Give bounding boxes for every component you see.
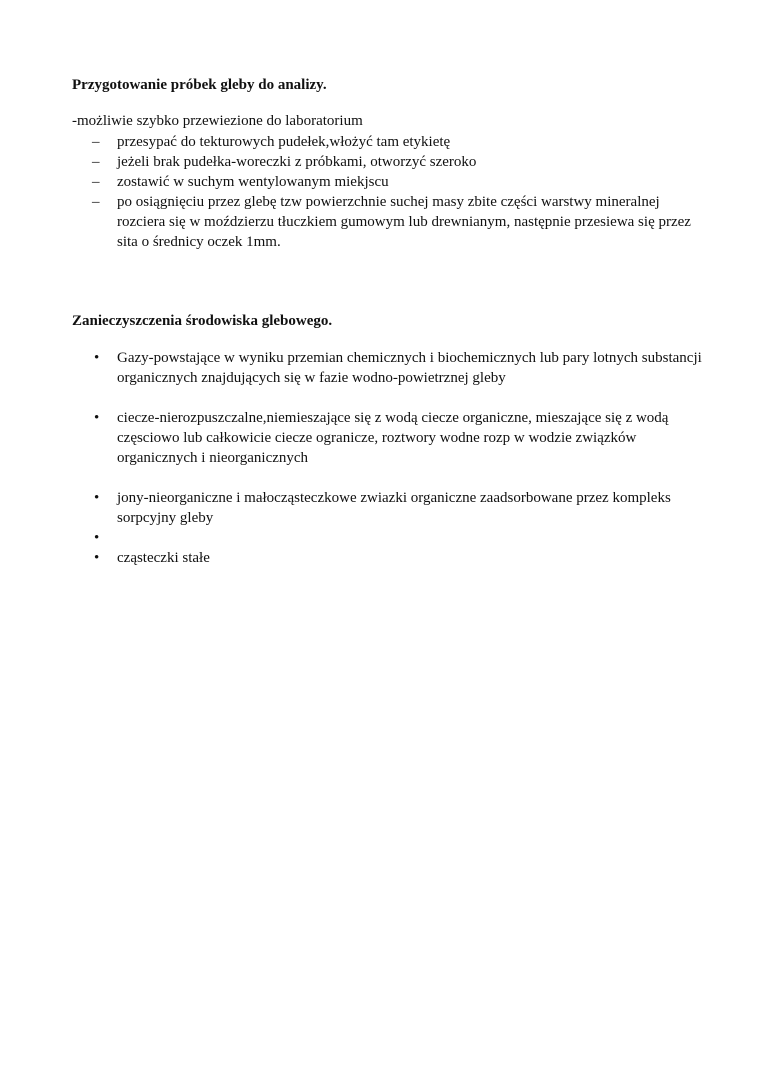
section-2-heading: Zanieczyszczenia środowiska glebowego.: [72, 313, 333, 329]
list-item: [92, 172, 692, 192]
list-item: [92, 152, 692, 172]
section-1-heading: Przygotowanie próbek gleby do analizy.: [72, 77, 327, 93]
dash-marker: –: [92, 134, 100, 150]
list-item-text: przesypać do tekturowych pudełek,włożyć tam etykietę: [117, 134, 451, 150]
list-item: [92, 548, 712, 568]
list-item: [92, 348, 712, 388]
pollutants-list: [92, 348, 712, 568]
list-item: [92, 488, 712, 528]
list-item: [92, 408, 712, 468]
bullet-marker: •: [94, 410, 100, 426]
bullet-marker: •: [94, 490, 100, 506]
list-item: [92, 192, 692, 252]
list-item: [92, 132, 692, 152]
preparation-steps-list: [92, 132, 692, 252]
list-item-text: ciecze-nierozpuszczalne,niemieszające się z wodą ciecze organiczne, mieszające się z wodą częsciowo lub całkowicie ciecze ogranicze, roztwory wodne rozp w wodzie związków organicznych i nieorganicznych: [117, 410, 669, 466]
list-item-text: jony-nieorganiczne i małocząsteczkowe zwiazki organiczne zaadsorbowane przez kompleks sorpcyjny gleby: [117, 490, 671, 526]
list-item-text: cząsteczki stałe: [117, 550, 210, 566]
list-item: [92, 528, 712, 548]
dash-marker: –: [92, 174, 100, 190]
list-item-text: jeżeli brak pudełka-woreczki z próbkami, otworzyć szeroko: [117, 154, 477, 170]
dash-marker: –: [92, 154, 100, 170]
dash-marker: –: [92, 194, 100, 210]
list-item-text: po osiągnięciu przez glebę tzw powierzchnie suchej masy zbite części warstwy mineralnej rozciera się w moździerzu tłuczkiem gumowym lub drewnianym, następnie przesiewa się przez sita o średnicy oczek 1mm.: [117, 194, 691, 250]
bullet-marker: •: [94, 530, 100, 546]
list-item-text: Gazy-powstające w wyniku przemian chemicznych i biochemicznych lub pary lotnych substancji organicznych znajdujących się w fazie wodno-powietrznej gleby: [117, 350, 702, 386]
section-1-intro: -możliwie szybko przewiezione do laboratorium: [72, 113, 363, 129]
bullet-marker: •: [94, 350, 100, 366]
bullet-marker: •: [94, 550, 100, 566]
list-item-text: zostawić w suchym wentylowanym miekjscu: [117, 174, 389, 190]
